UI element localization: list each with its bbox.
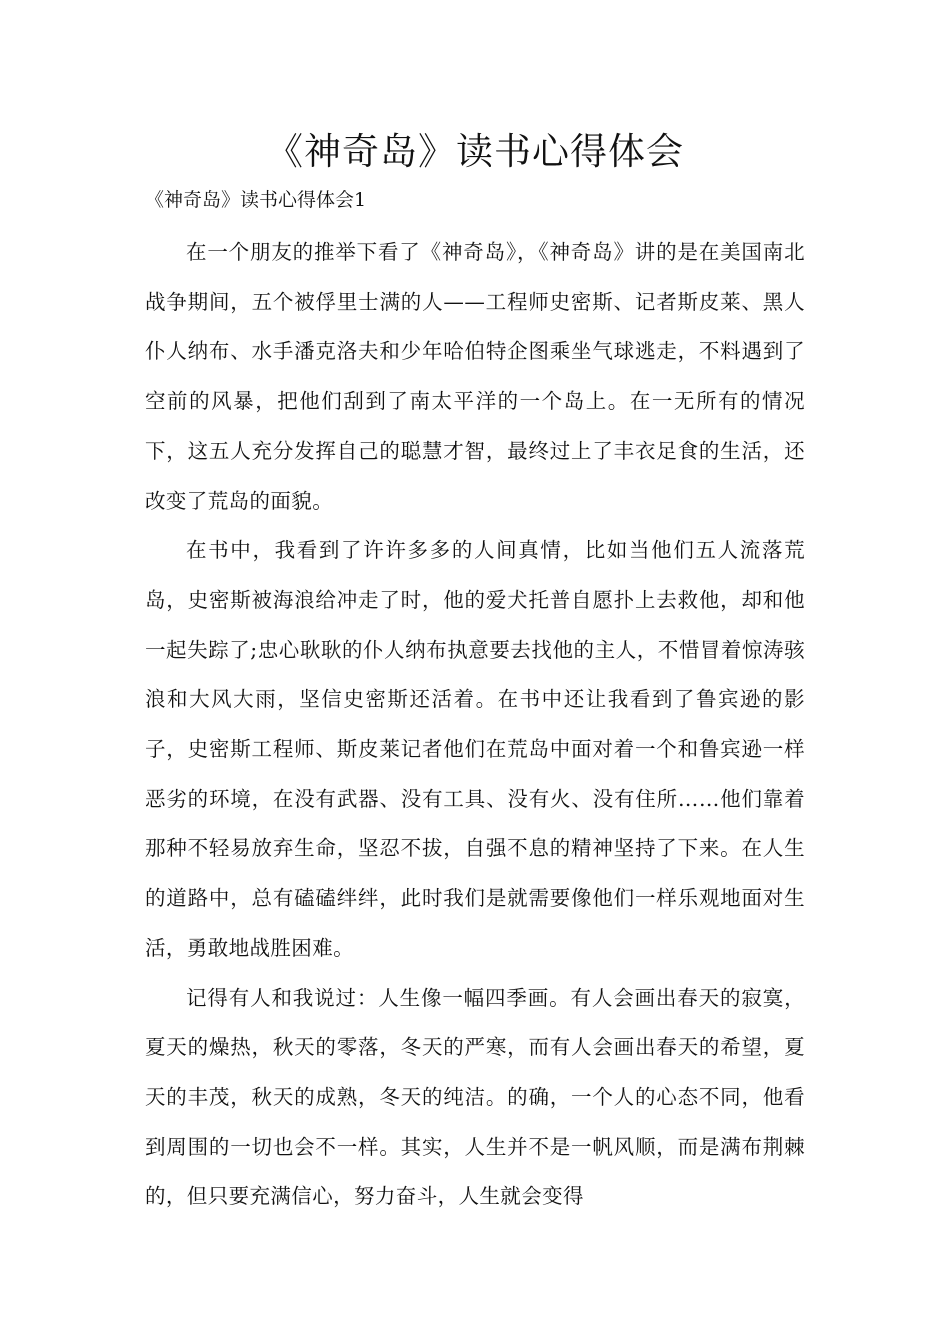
paragraph-1: 在一个朋友的推举下看了《神奇岛》，《神奇岛》讲的是在美国南北战争期间，五个被俘里士满的人——工程师史密斯、记者斯皮莱、黑人仆人纳布、水手潘克洛夫和少年哈伯特企图乘坐气球逃走，不料遇到了空前的风暴，把他们刮到了南太平洋的一个岛上。在一无所有的情况下，这五人充分发挥自己的聪慧才智，最终过上了丰衣足食的生活，还改变了荒岛的面貌。 [145, 240, 805, 513]
document-subtitle: 《神奇岛》读书心得体会1 [145, 189, 367, 211]
paragraph-2: 在书中，我看到了许许多多的人间真情，比如当他们五人流落荒岛，史密斯被海浪给冲走了时，他的爱犬托普自愿扑上去救他，却和他一起失踪了;忠心耿耿的仆人纳布执意要去找他的主人，不惜冒着惊涛骇浪和大风大雨，坚信史密斯还活着。在书中还让我看到了鲁宾逊的影子，史密斯工程师、斯皮莱记者他们在荒岛中面对着一个和鲁宾逊一样恶劣的环境，在没有武器、没有工具、没有火、没有住所……他们靠着那种不轻易放弃生命，坚忍不拔，自强不息的精神坚持了下来。在人生的道路中，总有磕磕绊绊，此时我们是就需要像他们一样乐观地面对生活，勇敢地战胜困难。 [145, 538, 805, 960]
document-title: 《神奇岛》读书心得体会 [266, 130, 684, 173]
document-body [145, 228, 805, 1222]
paragraph-3: 记得有人和我说过：人生像一幅四季画。有人会画出春天的寂寞，夏天的燥热，秋天的零落，冬天的严寒，而有人会画出春天的希望，夏天的丰茂，秋天的成熟，冬天的纯洁。的确，一个人的心态不同，他看到周围的一切也会不一样。其实，人生并不是一帆风顺，而是满布荆棘的，但只要充满信心，努力奋斗，人生就会变得 [145, 985, 805, 1209]
